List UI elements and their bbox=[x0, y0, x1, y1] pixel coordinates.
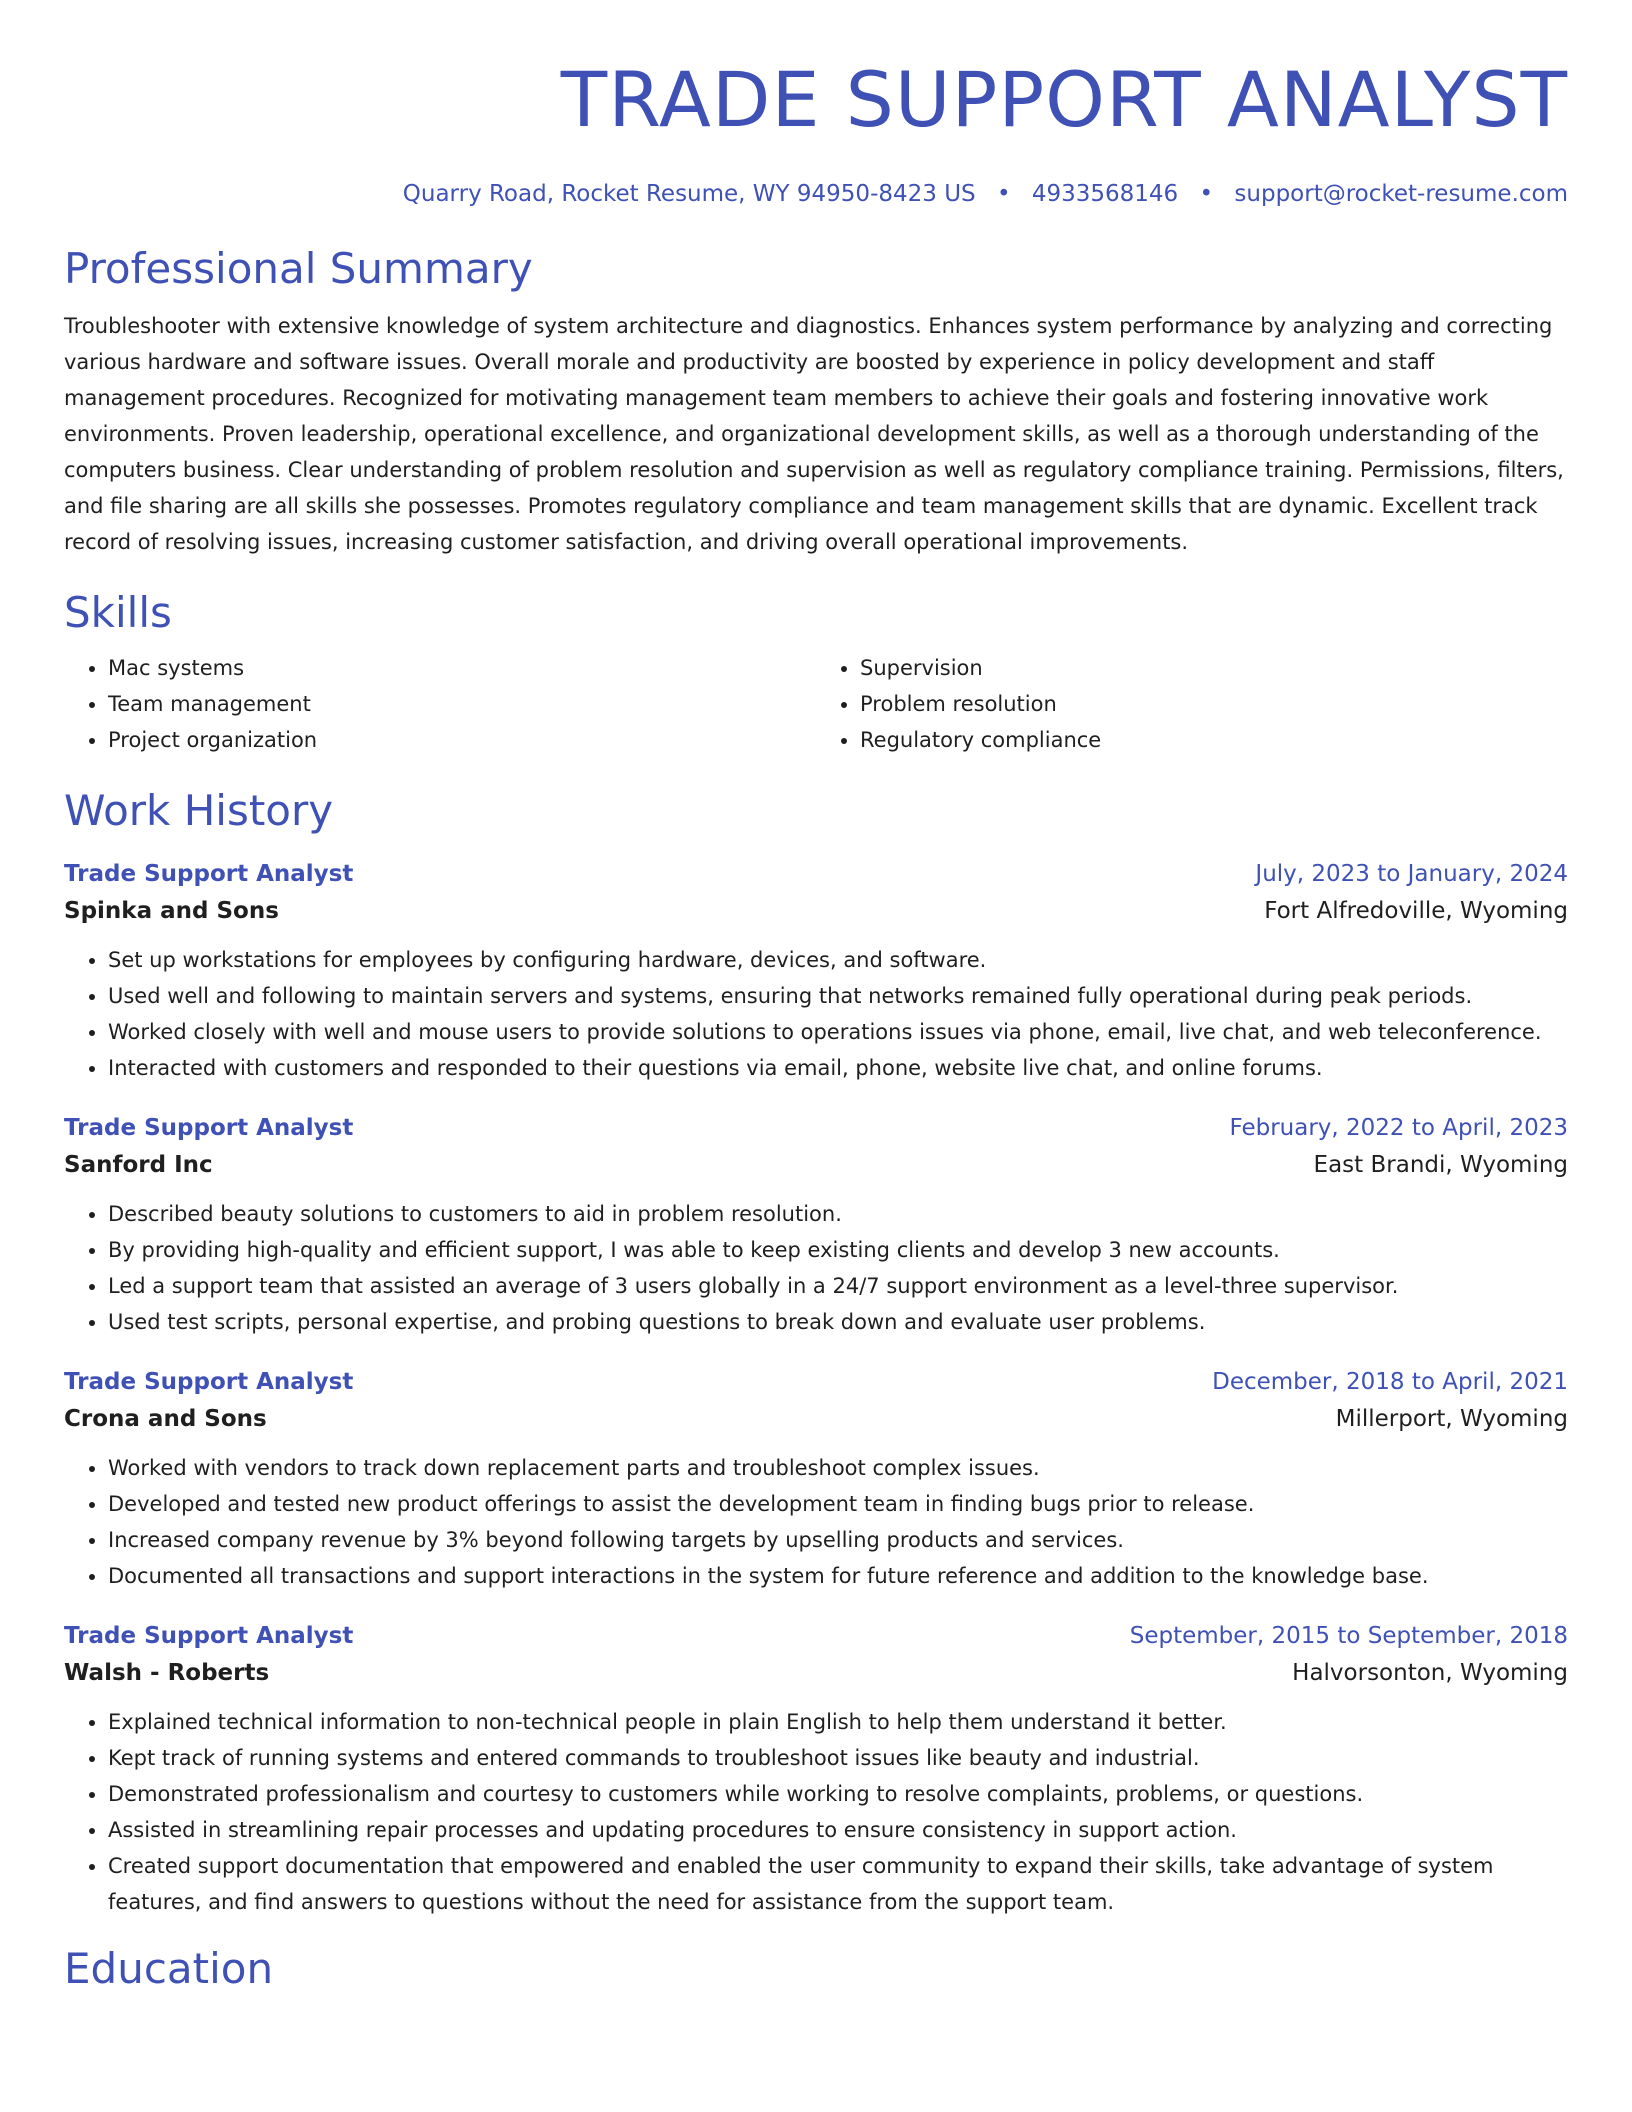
contact-separator: • bbox=[1199, 181, 1214, 207]
job-bullet: • Used well and following to maintain servers and systems, ensuring that networks remained fully operational during peak periods. bbox=[108, 978, 1568, 1014]
job-entry bbox=[64, 1110, 1568, 1340]
job-bullet: • Created support documentation that empowered and enabled the user community to expand their skills, take advantage of system features, and find answers to questions without the need for assistance from the support team. bbox=[108, 1848, 1568, 1920]
skill-item: • Regulatory compliance bbox=[860, 722, 1568, 758]
job-bullet: • Led a support team that assisted an average of 3 users globally in a 24/7 support environment as a level-three supervisor. bbox=[108, 1268, 1568, 1304]
contact-email: support@rocket-resume.com bbox=[1234, 181, 1568, 207]
job-title: Trade Support Analyst bbox=[64, 861, 354, 887]
job-bullets bbox=[64, 942, 1568, 1086]
job-bullets bbox=[64, 1704, 1568, 1920]
job-bullets bbox=[64, 1450, 1568, 1594]
job-bullet: • Described beauty solutions to customers to aid in problem resolution. bbox=[108, 1196, 1568, 1232]
job-company: Spinka and Sons bbox=[64, 898, 279, 924]
job-location: Millerport, Wyoming bbox=[1335, 1406, 1568, 1432]
job-bullet: • Kept track of running systems and entered commands to troubleshoot issues like beauty and industrial. bbox=[108, 1740, 1568, 1776]
job-bullet: • Documented all transactions and support interactions in the system for future reference and addition to the knowledge base. bbox=[108, 1558, 1568, 1594]
job-title: Trade Support Analyst bbox=[64, 1369, 354, 1395]
job-dates: December, 2018 to April, 2021 bbox=[1212, 1369, 1568, 1395]
job-company: Walsh - Roberts bbox=[64, 1660, 270, 1686]
job-bullet: • Used test scripts, personal expertise, and probing questions to break down and evaluate user problems. bbox=[108, 1304, 1568, 1340]
job-entry bbox=[64, 856, 1568, 1086]
job-bullet: • Assisted in streamlining repair processes and updating procedures to ensure consistency in support action. bbox=[108, 1812, 1568, 1848]
job-bullet: • Interacted with customers and responded to their questions via email, phone, website live chat, and online forums. bbox=[108, 1050, 1568, 1086]
job-bullet: • Explained technical information to non-technical people in plain English to help them understand it better. bbox=[108, 1704, 1568, 1740]
job-bullet: • Increased company revenue by 3% beyond following targets by upselling products and services. bbox=[108, 1522, 1568, 1558]
skill-item: • Problem resolution bbox=[860, 686, 1568, 722]
summary-heading: Professional Summary bbox=[64, 244, 533, 293]
job-bullet: • Worked closely with well and mouse users to provide solutions to operations issues via phone, email, live chat, and web teleconference. bbox=[108, 1014, 1568, 1050]
skill-item: • Team management bbox=[108, 686, 816, 722]
contact-separator: • bbox=[996, 181, 1011, 207]
job-location: Fort Alfredoville, Wyoming bbox=[1264, 898, 1568, 924]
job-title: Trade Support Analyst bbox=[64, 1623, 354, 1649]
job-title: Trade Support Analyst bbox=[64, 1115, 354, 1141]
job-location: East Brandi, Wyoming bbox=[1313, 1152, 1568, 1178]
resume-name: TRADE SUPPORT ANALYST bbox=[560, 55, 1568, 144]
job-bullet: • Worked with vendors to track down replacement parts and troubleshoot complex issues. bbox=[108, 1450, 1568, 1486]
contact-phone: 4933568146 bbox=[1031, 181, 1179, 207]
job-bullets bbox=[64, 1196, 1568, 1340]
job-bullet: • Set up workstations for employees by configuring hardware, devices, and software. bbox=[108, 942, 1568, 978]
skill-item: • Supervision bbox=[860, 650, 1568, 686]
job-dates: September, 2015 to September, 2018 bbox=[1129, 1623, 1568, 1649]
skills-column-left bbox=[64, 650, 816, 758]
job-company: Sanford Inc bbox=[64, 1152, 213, 1178]
job-dates: February, 2022 to April, 2023 bbox=[1229, 1115, 1568, 1141]
summary-text: Troubleshooter with extensive knowledge of system architecture and diagnostics. Enhances system performance by analyzing and correcting various hardware and software issues. Overall morale and productivity are boosted by experience in policy development and staff management procedures. Recognized for motivating management team members to achieve their goals and fostering innovative work environments. Proven leadership, operational excellence, and organizational development skills, as well as a thorough understanding of the computers business. Clear understanding of problem resolution and supervision as well as regulatory compliance training. Permissions, filters, and file sharing are all skills she possesses. Promotes regulatory compliance and team management skills that are dynamic. Excellent track record of resolving issues, increasing customer satisfaction, and driving overall operational improvements. bbox=[64, 314, 1564, 554]
job-dates: July, 2023 to January, 2024 bbox=[1255, 861, 1568, 887]
job-bullet: • Demonstrated professionalism and courtesy to customers while working to resolve complaints, problems, or questions. bbox=[108, 1776, 1568, 1812]
skills-column-right bbox=[816, 650, 1568, 758]
contact-line bbox=[64, 178, 1568, 210]
contact-address: Quarry Road, Rocket Resume, WY 94950-8423 US bbox=[402, 181, 976, 207]
job-bullet: • By providing high-quality and efficient support, I was able to keep existing clients and develop 3 new accounts. bbox=[108, 1232, 1568, 1268]
education-heading: Education bbox=[64, 1944, 274, 1993]
work-history-heading: Work History bbox=[64, 786, 334, 835]
job-company: Crona and Sons bbox=[64, 1406, 267, 1432]
skill-item: • Mac systems bbox=[108, 650, 816, 686]
job-entry bbox=[64, 1618, 1568, 1920]
resume-header bbox=[64, 52, 1568, 210]
job-bullet: • Developed and tested new product offerings to assist the development team in finding bugs prior to release. bbox=[108, 1486, 1568, 1522]
job-entry bbox=[64, 1364, 1568, 1594]
skills-list bbox=[64, 650, 1568, 758]
skills-heading: Skills bbox=[64, 588, 172, 637]
job-location: Halvorsonton, Wyoming bbox=[1292, 1660, 1568, 1686]
skill-item: • Project organization bbox=[108, 722, 816, 758]
